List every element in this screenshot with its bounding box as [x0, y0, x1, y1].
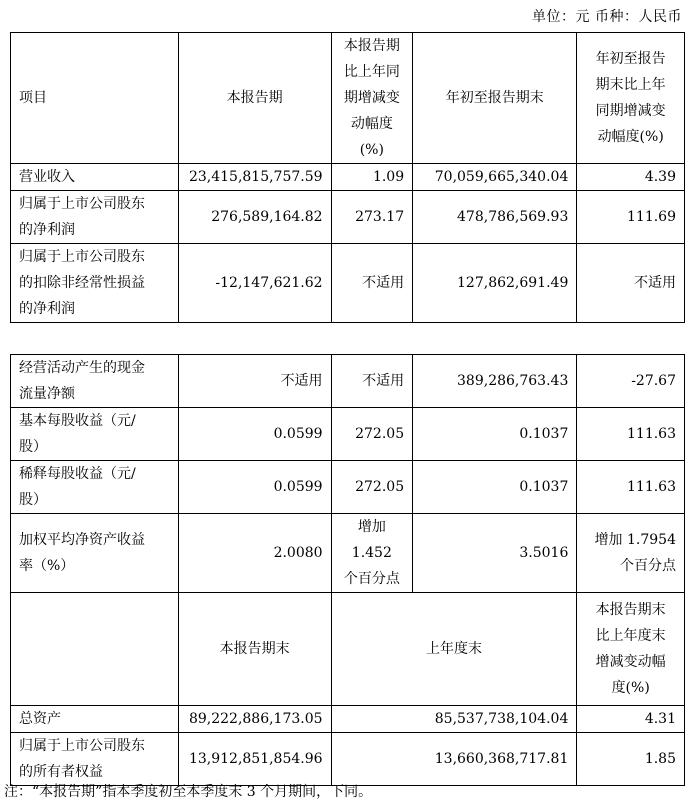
row-ytd: 70,059,665,340.04	[413, 164, 577, 191]
row-current: 89,222,886,173.05	[178, 706, 331, 733]
row-change: 增加 1.452 个百分点	[331, 514, 413, 593]
unit-currency-line: 单位：元 币种：人民币	[532, 9, 682, 25]
row-ytd-change: 111.63	[577, 461, 685, 514]
row-item: 归属于上市公司股东 的净利润	[11, 191, 179, 244]
row-ytd-change: 增加 1.7954 个百分点	[577, 514, 685, 593]
row-change: 272.05	[331, 461, 413, 514]
balance-header-change: 本报告期末 比上年度末 增减变动幅 度(%)	[577, 593, 685, 706]
row-change: 4.31	[577, 706, 685, 733]
row-prior: 85,537,738,104.04	[331, 706, 577, 733]
table-row	[11, 164, 685, 191]
row-current: 2.0080	[178, 514, 331, 593]
row-ytd-change: -27.67	[577, 355, 685, 408]
header-ytd: 年初至报告期末	[413, 33, 577, 164]
footnote: 注：“本报告期”指本季度初至本季度末 3 个月期间，下同。	[4, 784, 373, 800]
row-ytd: 0.1037	[413, 461, 577, 514]
row-current: 不适用	[178, 355, 331, 408]
header-ytd-change: 年初至报告 期末比上年 同期增减变 动幅度(%)	[577, 33, 685, 164]
row-change: 273.17	[331, 191, 413, 244]
row-ytd: 478,786,569.93	[413, 191, 577, 244]
header-item: 项目	[11, 33, 179, 164]
balance-header-current: 本报告期末	[178, 593, 331, 706]
table-header-row	[11, 33, 685, 164]
row-ytd: 389,286,763.43	[413, 355, 577, 408]
table-row	[11, 706, 685, 733]
table-row	[11, 514, 685, 593]
row-item: 稀释每股收益（元/ 股）	[11, 461, 179, 514]
row-ytd-change: 不适用	[577, 244, 685, 323]
row-current: 276,589,164.82	[178, 191, 331, 244]
row-item: 经营活动产生的现金 流量净额	[11, 355, 179, 408]
table-row	[11, 461, 685, 514]
financial-table-1	[10, 32, 685, 323]
table-row	[11, 244, 685, 323]
row-ytd: 3.5016	[413, 514, 577, 593]
row-current: 13,912,851,854.96	[178, 733, 331, 786]
row-item: 加权平均净资产收益 率（%）	[11, 514, 179, 593]
row-ytd-change: 4.39	[577, 164, 685, 191]
table-row	[11, 733, 685, 786]
financial-table-2	[10, 354, 685, 786]
row-ytd: 127,862,691.49	[413, 244, 577, 323]
balance-header-prior: 上年度末	[331, 593, 577, 706]
row-prior: 13,660,368,717.81	[331, 733, 577, 786]
row-current: -12,147,621.62	[178, 244, 331, 323]
table-row	[11, 355, 685, 408]
row-change: 272.05	[331, 408, 413, 461]
row-item: 基本每股收益（元/ 股）	[11, 408, 179, 461]
row-change: 1.09	[331, 164, 413, 191]
header-current-change: 本报告期 比上年同 期增减变 动幅度(%)	[331, 33, 413, 164]
row-item: 归属于上市公司股东 的所有者权益	[11, 733, 179, 786]
table-row	[11, 408, 685, 461]
balance-header-row	[11, 593, 685, 706]
row-item: 总资产	[11, 706, 179, 733]
row-ytd-change: 111.63	[577, 408, 685, 461]
row-item: 营业收入	[11, 164, 179, 191]
row-change: 1.85	[577, 733, 685, 786]
row-ytd-change: 111.69	[577, 191, 685, 244]
row-item: 归属于上市公司股东 的扣除非经常性损益 的净利润	[11, 244, 179, 323]
row-ytd: 0.1037	[413, 408, 577, 461]
header-current-period: 本报告期	[178, 33, 331, 164]
row-change: 不适用	[331, 355, 413, 408]
row-current: 23,415,815,757.59	[178, 164, 331, 191]
row-current: 0.0599	[178, 461, 331, 514]
row-current: 0.0599	[178, 408, 331, 461]
balance-header-blank	[11, 593, 179, 706]
table-row	[11, 191, 685, 244]
row-change: 不适用	[331, 244, 413, 323]
